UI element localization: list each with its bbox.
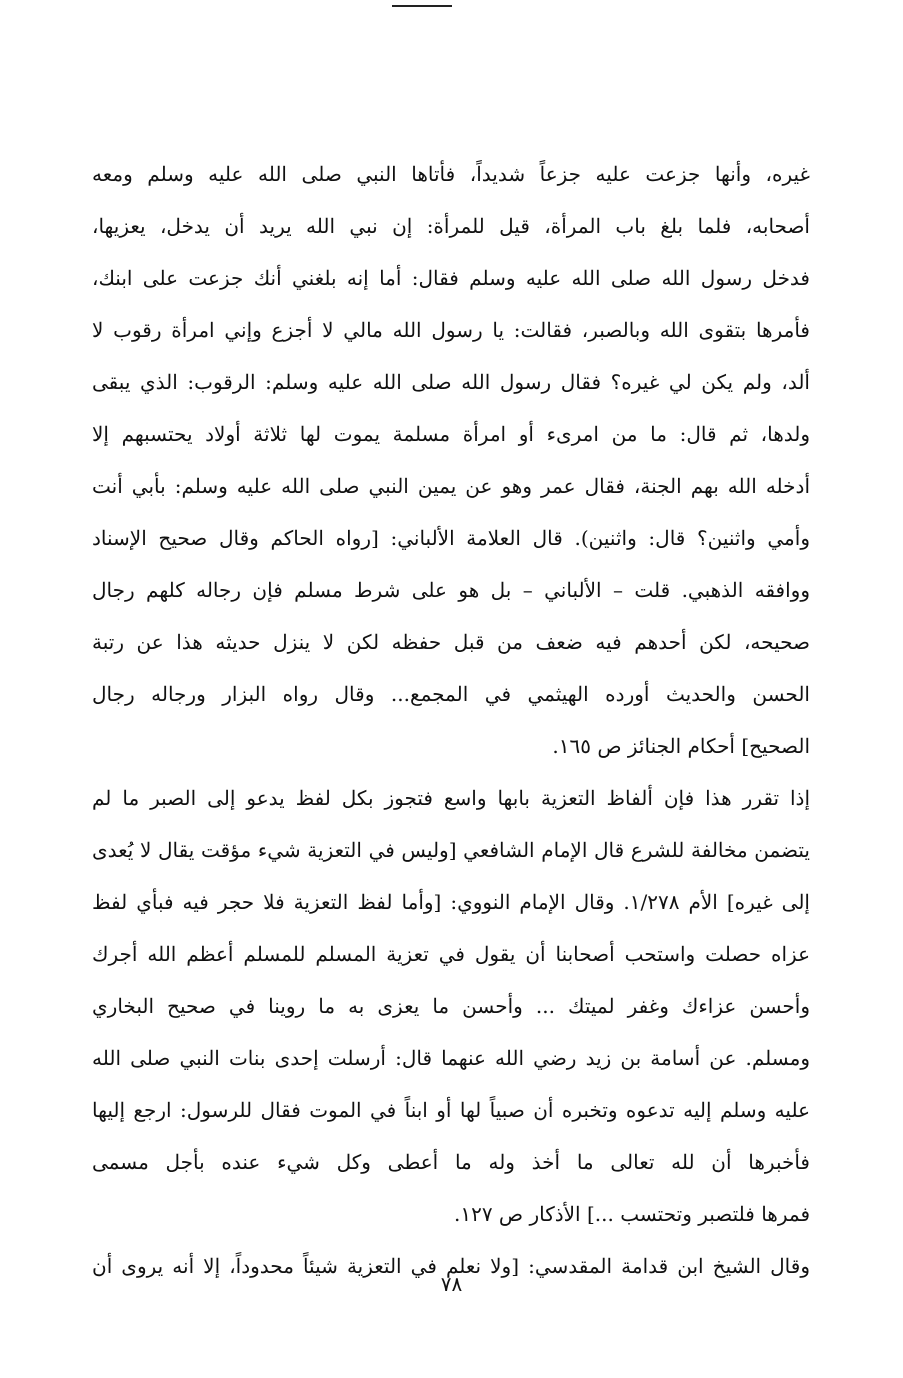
text-line: ولدها، ثم قال: ما من امرىء أو امرأة مسلمة يموت لها ثلاثة أولاد يحتسبهم إلا: [92, 422, 810, 446]
text-line: وأحسن عزاءك وغفر لميتك ... وأحسن ما يعزى به ما روينا في صحيح البخاري: [92, 994, 810, 1018]
text-line: فأمرها بتقوى الله وبالصبر، فقالت: يا رسول الله مالي لا أجزع وإني امرأة رقوب لا: [92, 318, 810, 342]
text-line: فأخبرها أن لله تعالى ما أخذ وله ما أعطى وكل شيء عنده بأجل مسمى: [92, 1150, 810, 1174]
paragraph-end-line: فمرها فلتصبر وتحتسب ...] الأذكار ص ١٢٧.: [453, 1202, 810, 1226]
text-line: وأمي واثنين؟ قال: واثنين). قال العلامة الألباني: [رواه الحاكم وقال صحيح الإسناد: [92, 526, 810, 550]
text-line: غيره، وأنها جزعت عليه جزعاً شديداً، فأتاها النبي صلى الله عليه وسلم ومعه: [92, 162, 810, 186]
text-line: عليه وسلم إليه تدعوه وتخبره أن صبياً لها أو ابناً في الموت فقال للرسول: ارجع إليها: [92, 1098, 810, 1122]
paragraph-end-line: الصحيح] أحكام الجنائز ص ١٦٥.: [552, 734, 810, 758]
text-line: عزاه حصلت واستحب أصحابنا أن يقول في تعزية المسلم للمسلم أعظم الله أجرك: [92, 942, 810, 966]
page-number: ٧٨: [440, 1272, 463, 1296]
text-line: إذا تقرر هذا فإن ألفاظ التعزية بابها واسع فتجوز بكل لفظ يدعو إلى الصبر ما لم: [92, 786, 810, 810]
text-line: ألد، ولم يكن لي غيره؟ فقال رسول الله صلى الله عليه وسلم: الرقوب: الذي يبقى: [92, 370, 810, 394]
body-text: [92, 148, 810, 1292]
text-line: إلى غيره] الأم ١/٢٧٨. وقال الإمام النووي: [وأما لفظ التعزية فلا حجر فيه فبأي لفظ: [92, 890, 810, 914]
text-line: فدخل رسول الله صلى الله عليه وسلم فقال: أما إنه بلغني أنك جزعت على ابنك،: [92, 266, 810, 290]
text-line: أصحابه، فلما بلغ باب المرأة، قيل للمرأة: إن نبي الله يريد أن يدخل، يعزيها،: [92, 214, 810, 238]
text-line: وقال الشيخ ابن قدامة المقدسي: [ولا نعلم في التعزية شيئاً محدوداً، إلا أنه يروى أن: [92, 1254, 810, 1278]
text-line: صحيحه، لكن أحدهم فيه ضعف من قبل حفظه لكن لا ينزل حديثه هذا عن رتبة: [92, 630, 810, 654]
text-line: ووافقه الذهبي. قلت – الألباني – بل هو على شرط مسلم فإن رجاله كلهم رجال: [92, 578, 810, 602]
text-line: ومسلم. عن أسامة بن زيد رضي الله عنهما قال: أرسلت إحدى بنات النبي صلى الله: [92, 1046, 810, 1070]
text-line: يتضمن مخالفة للشرع قال الإمام الشافعي [وليس في التعزية شيء مؤقت يقال لا يُعدى: [92, 838, 810, 862]
text-line: الحسن والحديث أورده الهيثمي في المجمع... وقال رواه البزار ورجاله رجال: [92, 682, 810, 706]
header-rule: [392, 5, 452, 7]
text-line: أدخله الله بهم الجنة، فقال عمر وهو عن يمين النبي صلى الله عليه وسلم: بأبي أنت: [92, 474, 810, 498]
